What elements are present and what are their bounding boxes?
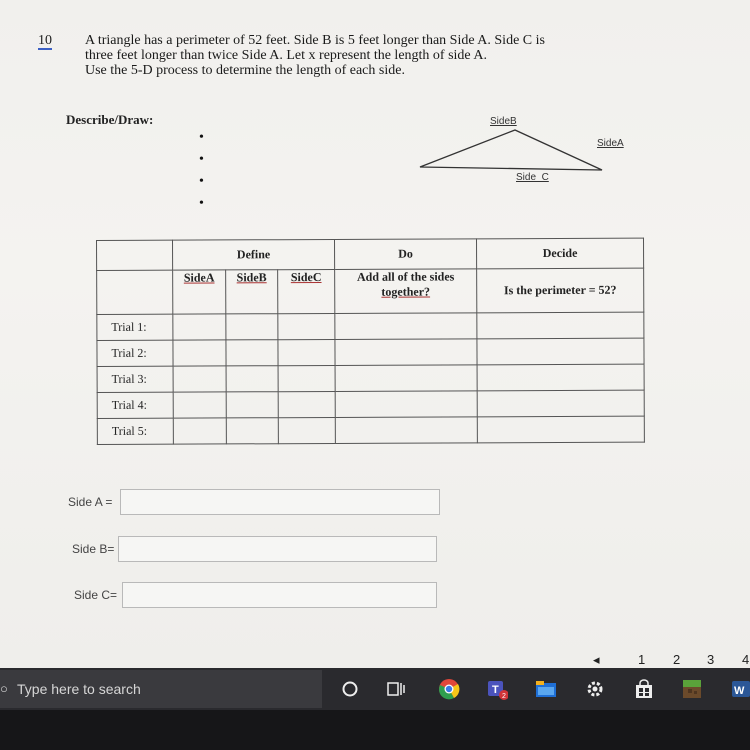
table-corner-cell — [97, 270, 173, 314]
subheader-side-a: SideA — [173, 270, 226, 314]
table-cell[interactable] — [335, 365, 477, 392]
subheader-do: Add all of the sides together? — [335, 269, 477, 314]
table-cell[interactable] — [278, 339, 335, 365]
settings-gear-icon[interactable] — [584, 678, 606, 700]
table-cell[interactable] — [173, 366, 226, 392]
search-icon: ○ — [0, 681, 8, 696]
trial-label: Trial 2: — [97, 340, 173, 366]
table-row — [97, 390, 644, 418]
table-cell[interactable] — [335, 391, 477, 418]
describe-draw-label: Describe/Draw: — [66, 112, 154, 127]
table-cell[interactable] — [477, 416, 644, 443]
bezel-bottom — [0, 710, 750, 750]
side-a-label: Side A = — [68, 495, 113, 509]
search-placeholder: Type here to search — [17, 681, 141, 697]
side-c-input[interactable] — [122, 582, 437, 608]
minecraft-icon[interactable] — [681, 678, 703, 700]
bullet-dot: • — [199, 196, 204, 211]
table-cell[interactable] — [278, 417, 335, 443]
windows-taskbar — [0, 668, 750, 710]
word-icon[interactable] — [730, 678, 750, 700]
task-view-icon[interactable] — [385, 678, 407, 700]
question-number: 10 — [38, 33, 52, 48]
question-line: three feet longer than twice Side A. Let x represent the length of side A. — [85, 48, 487, 63]
svg-text:2: 2 — [502, 693, 506, 700]
table-cell[interactable] — [335, 339, 477, 366]
table-corner-cell — [97, 240, 173, 270]
chrome-icon[interactable] — [438, 678, 460, 700]
table-cell[interactable] — [173, 340, 226, 366]
table-row — [97, 364, 644, 392]
question-line: A triangle has a perimeter of 52 feet. Side B is 5 feet longer than Side A. Side C is — [85, 33, 545, 48]
table-cell[interactable] — [477, 390, 644, 417]
page-3-button[interactable]: 3 — [707, 652, 715, 667]
triangle-label-side-a: SideA — [597, 138, 624, 149]
bullet-dot: • — [199, 130, 204, 145]
triangle-label-side-c: Side C — [516, 172, 549, 183]
table-row — [97, 416, 644, 444]
subheader-side-c: SideC — [278, 269, 335, 313]
file-explorer-icon[interactable] — [535, 678, 557, 700]
five-d-table — [96, 238, 645, 445]
table-cell[interactable] — [173, 392, 226, 418]
table-cell[interactable] — [226, 340, 278, 366]
trial-label: Trial 4: — [97, 392, 173, 418]
trial-label: Trial 1: — [97, 314, 173, 340]
table-cell[interactable] — [226, 392, 278, 418]
table-cell[interactable] — [278, 391, 335, 417]
table-cell[interactable] — [226, 418, 278, 444]
question-text — [85, 33, 685, 78]
table-cell[interactable] — [173, 418, 226, 444]
table-cell[interactable] — [477, 338, 644, 365]
table-row — [97, 312, 644, 340]
side-c-label: Side C= — [74, 588, 118, 602]
page-2-button[interactable]: 2 — [673, 652, 681, 667]
trial-label: Trial 3: — [97, 366, 173, 392]
svg-text:W: W — [734, 685, 745, 697]
header-define: Define — [173, 239, 335, 270]
question-line: Use the 5-D process to determine the length of each side. — [85, 63, 405, 78]
pager-prev-button[interactable]: ◂ — [593, 652, 600, 667]
page-1-button[interactable]: 1 — [638, 652, 646, 667]
table-cell[interactable] — [477, 364, 644, 391]
trial-label: Trial 5: — [97, 418, 173, 444]
teams-icon[interactable] — [486, 678, 508, 700]
bullet-dot: • — [199, 174, 204, 189]
svg-text:T: T — [492, 684, 499, 696]
store-bag-icon[interactable] — [633, 678, 655, 700]
header-do: Do — [334, 239, 476, 270]
triangle-label-side-b: SideB — [490, 116, 517, 127]
table-cell[interactable] — [278, 313, 335, 339]
side-a-input[interactable] — [120, 489, 440, 515]
table-row — [97, 338, 644, 366]
table-cell[interactable] — [335, 417, 477, 444]
side-b-label: Side B= — [72, 542, 115, 556]
table-cell[interactable] — [226, 314, 278, 340]
table-cell[interactable] — [226, 366, 278, 392]
cortana-icon[interactable] — [339, 678, 361, 700]
subheader-decide: Is the perimeter = 52? — [477, 268, 644, 313]
side-b-input[interactable] — [118, 536, 437, 562]
header-decide: Decide — [476, 238, 643, 269]
bullet-dot: • — [199, 152, 204, 167]
page-4-button[interactable]: 4 — [742, 652, 750, 667]
triangle-diagram — [410, 112, 650, 192]
table-cell[interactable] — [477, 312, 644, 339]
table-cell[interactable] — [173, 314, 226, 340]
taskbar-search[interactable] — [0, 670, 322, 708]
table-cell[interactable] — [278, 365, 335, 391]
table-cell[interactable] — [335, 313, 477, 340]
subheader-side-b: SideB — [226, 270, 278, 314]
